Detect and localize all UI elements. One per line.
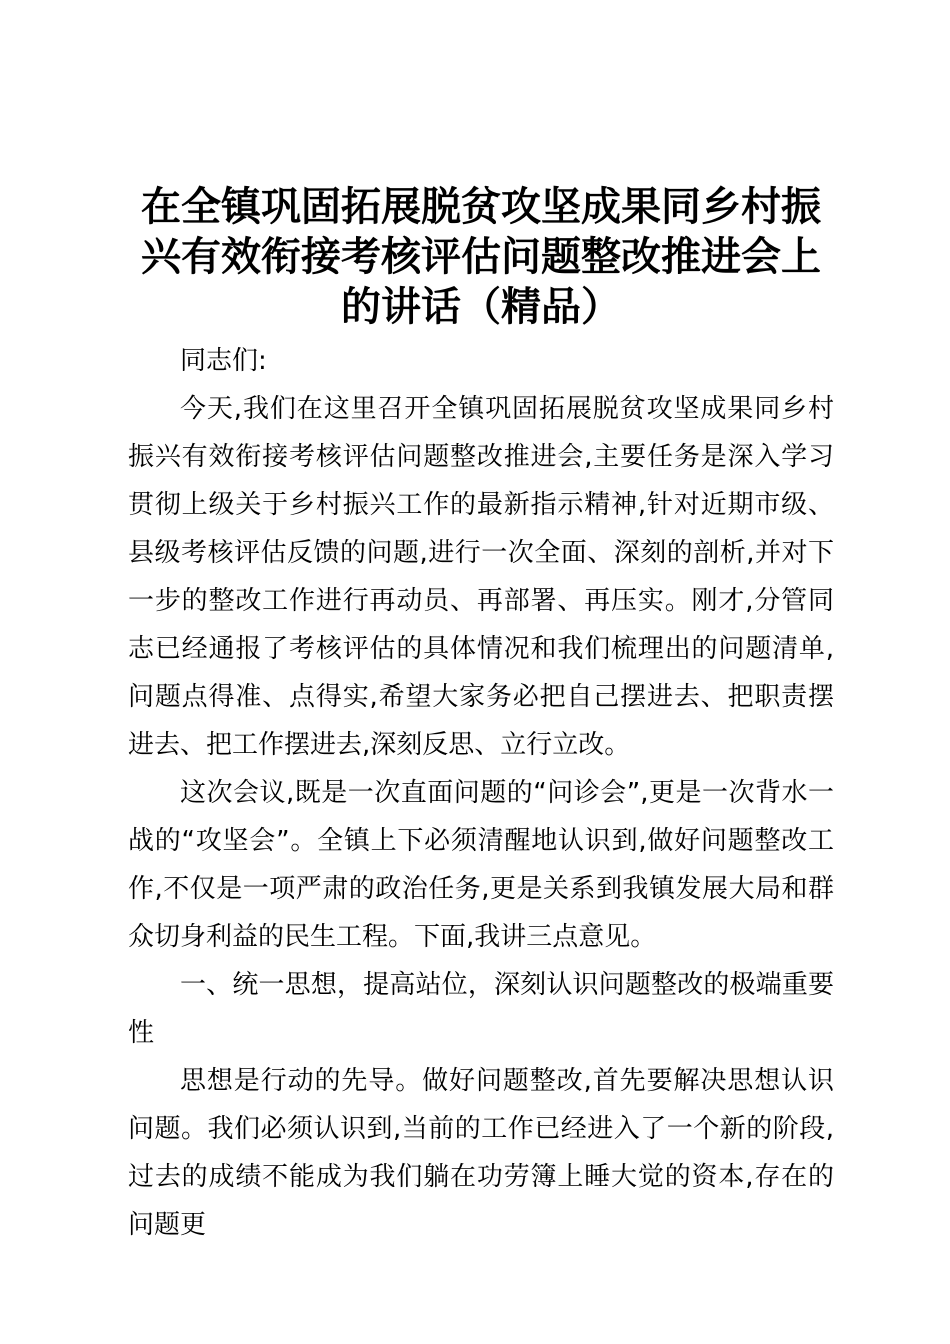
body-paragraph-1: 今天,我们在这里召开全镇巩固拓展脱贫攻坚成果同乡村振兴有效衔接考核评估问题整改推进会,主要任务是深入学习贯彻上级关于乡村振兴工作的最新指示精神,针对近期市级、县级考核评估反馈的问题,进行一次全面、深刻的剖析,并对下一步的整改工作进行再动员、再部署、再压实。刚才,分管同志已经通报了考核评估的具体情况和我们梳理出的问题清单,问题点得准、点得实,希望大家务必把自己摆进去、把职责摆进去、把工作摆进去,深刻反思、立行立改。 (128, 394, 834, 760)
body-paragraph-3: 思想是行动的先导。做好问题整改,首先要解决思想认识问题。我们必须认识到,当前的工作已经进入了一个新的阶段,过去的成绩不能成为我们躺在功劳簿上睡大觉的资本,存在的问题更 (128, 1066, 834, 1240)
title-line-3: 的讲话（精品） (341, 283, 621, 330)
title-line-2: 兴有效衔接考核评估问题整改推进会上 (141, 233, 821, 280)
document-title (128, 182, 834, 332)
body-paragraph-2: 这次会议,既是一次直面问题的“问诊会”,更是一次背水一战的“攻坚会”。全镇上下必须清醒地认识到,做好问题整改工作,不仅是一项严肃的政治任务,更是关系到我镇发展大局和群众切身利益的民生工程。下面,我讲三点意见。 (128, 778, 834, 952)
salutation-paragraph: 同志们: (180, 346, 267, 376)
title-line-1: 在全镇巩固拓展脱贫攻坚成果同乡村振 (141, 183, 821, 230)
section-heading-1: 一、统一思想，提高站位，深刻认识问题整改的极端重要性 (128, 970, 834, 1048)
